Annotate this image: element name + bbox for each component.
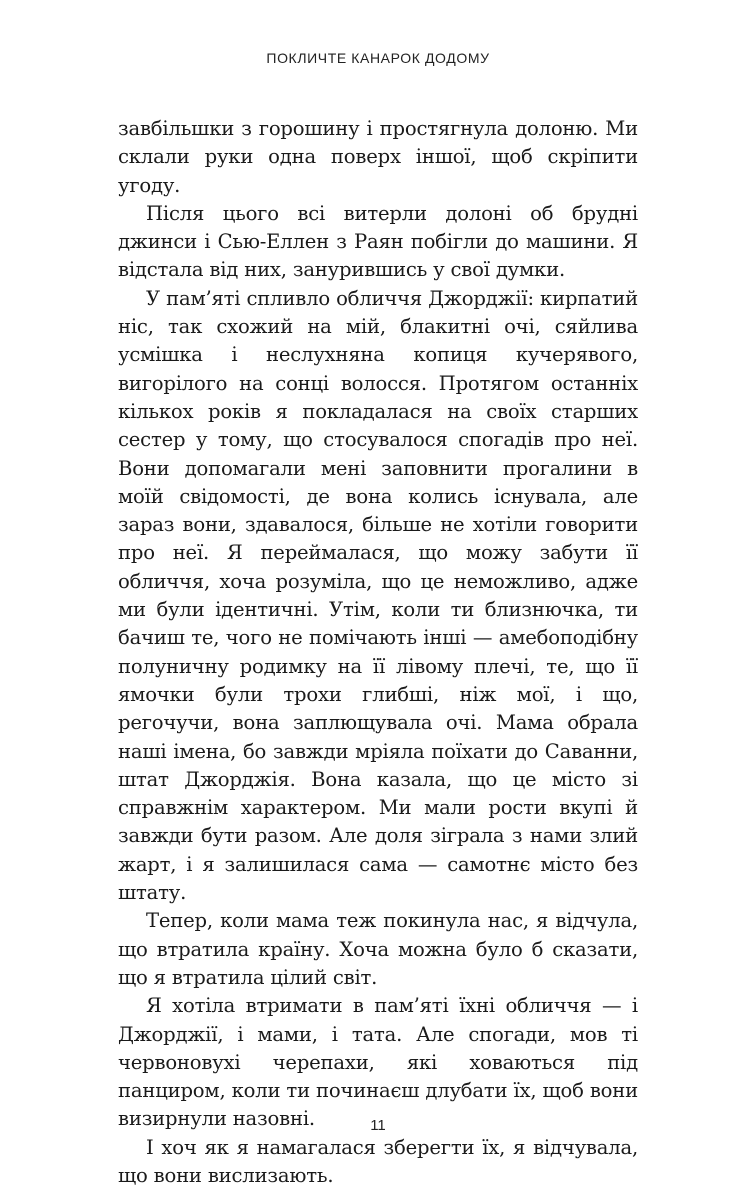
paragraph-6: І хоч як я намагалася зберегти їх, я відчувала, що вони вислизають. (118, 1135, 638, 1187)
paragraph-3: У пам’яті спливло обличчя Джорджії: кирпатий ніс, так схожий на мій, блакитні очі, сяйлива усмішка і неслухняна копиця кучерявого, вигорілого на сонці волосся. Протягом останніх кількох років я покладалася на своїх старших сестер у тому, що стосувалося спогадів про неї. Вони допомагали мені заповнити прогалини в моїй свідомості, де вона колись існувала, але зараз вони, здавалося, більше не хотіли говорити про неї. Я переймалася, що можу забути її обличчя, хоча розуміла, що це неможливо, адже ми були ідентичні. Утім, коли ти близнючка, ти бачиш те, чого не помічають інші — амебоподібну полуничну родимку на її лівому плечі, те, що її ямочки були трохи глибші, ніж мої, і що, регочучи, вона заплющувала очі. Мама обрала наші імена, бо завжди мріяла поїхати до Саванни, штат Джорджія. Вона казала, що це місто зі справжнім характером. Ми мали рости вкупі й завжди бути разом. Але доля зіграла з нами злий жарт, і я залишилася сама — самотнє місто без штату. (118, 286, 638, 905)
paragraph-1: завбільшки з горошину і простягнула долоню. Ми склали руки одна поверх іншої, щоб скріпити угоду. (118, 117, 638, 197)
paragraph-2: Після цього всі витерли долоні об брудні джинси і Сью-Еллен з Раян побігли до машини. Я відстала від них, занурившись у свої думки. (118, 201, 638, 282)
page-number: 11 (370, 1117, 386, 1134)
running-header-title: ПОКЛИЧТЕ КАНАРОК ДОДОМУ (266, 50, 490, 66)
body-text (118, 115, 638, 1190)
paragraph-4: Тепер, коли мама теж покинула нас, я відчула, що втратила країну. Хоча можна було б сказати, що я втратила цілий світ. (118, 909, 638, 989)
paragraph-5: Я хотіла втримати в пам’яті їхні обличчя — і Джорджії, і мами, і тата. Але спогади, мов ті червоновухі черепахи, які ховаються під панциром, коли ти починаєш длубати їх, щоб вони визирнули назовні. (118, 994, 638, 1131)
